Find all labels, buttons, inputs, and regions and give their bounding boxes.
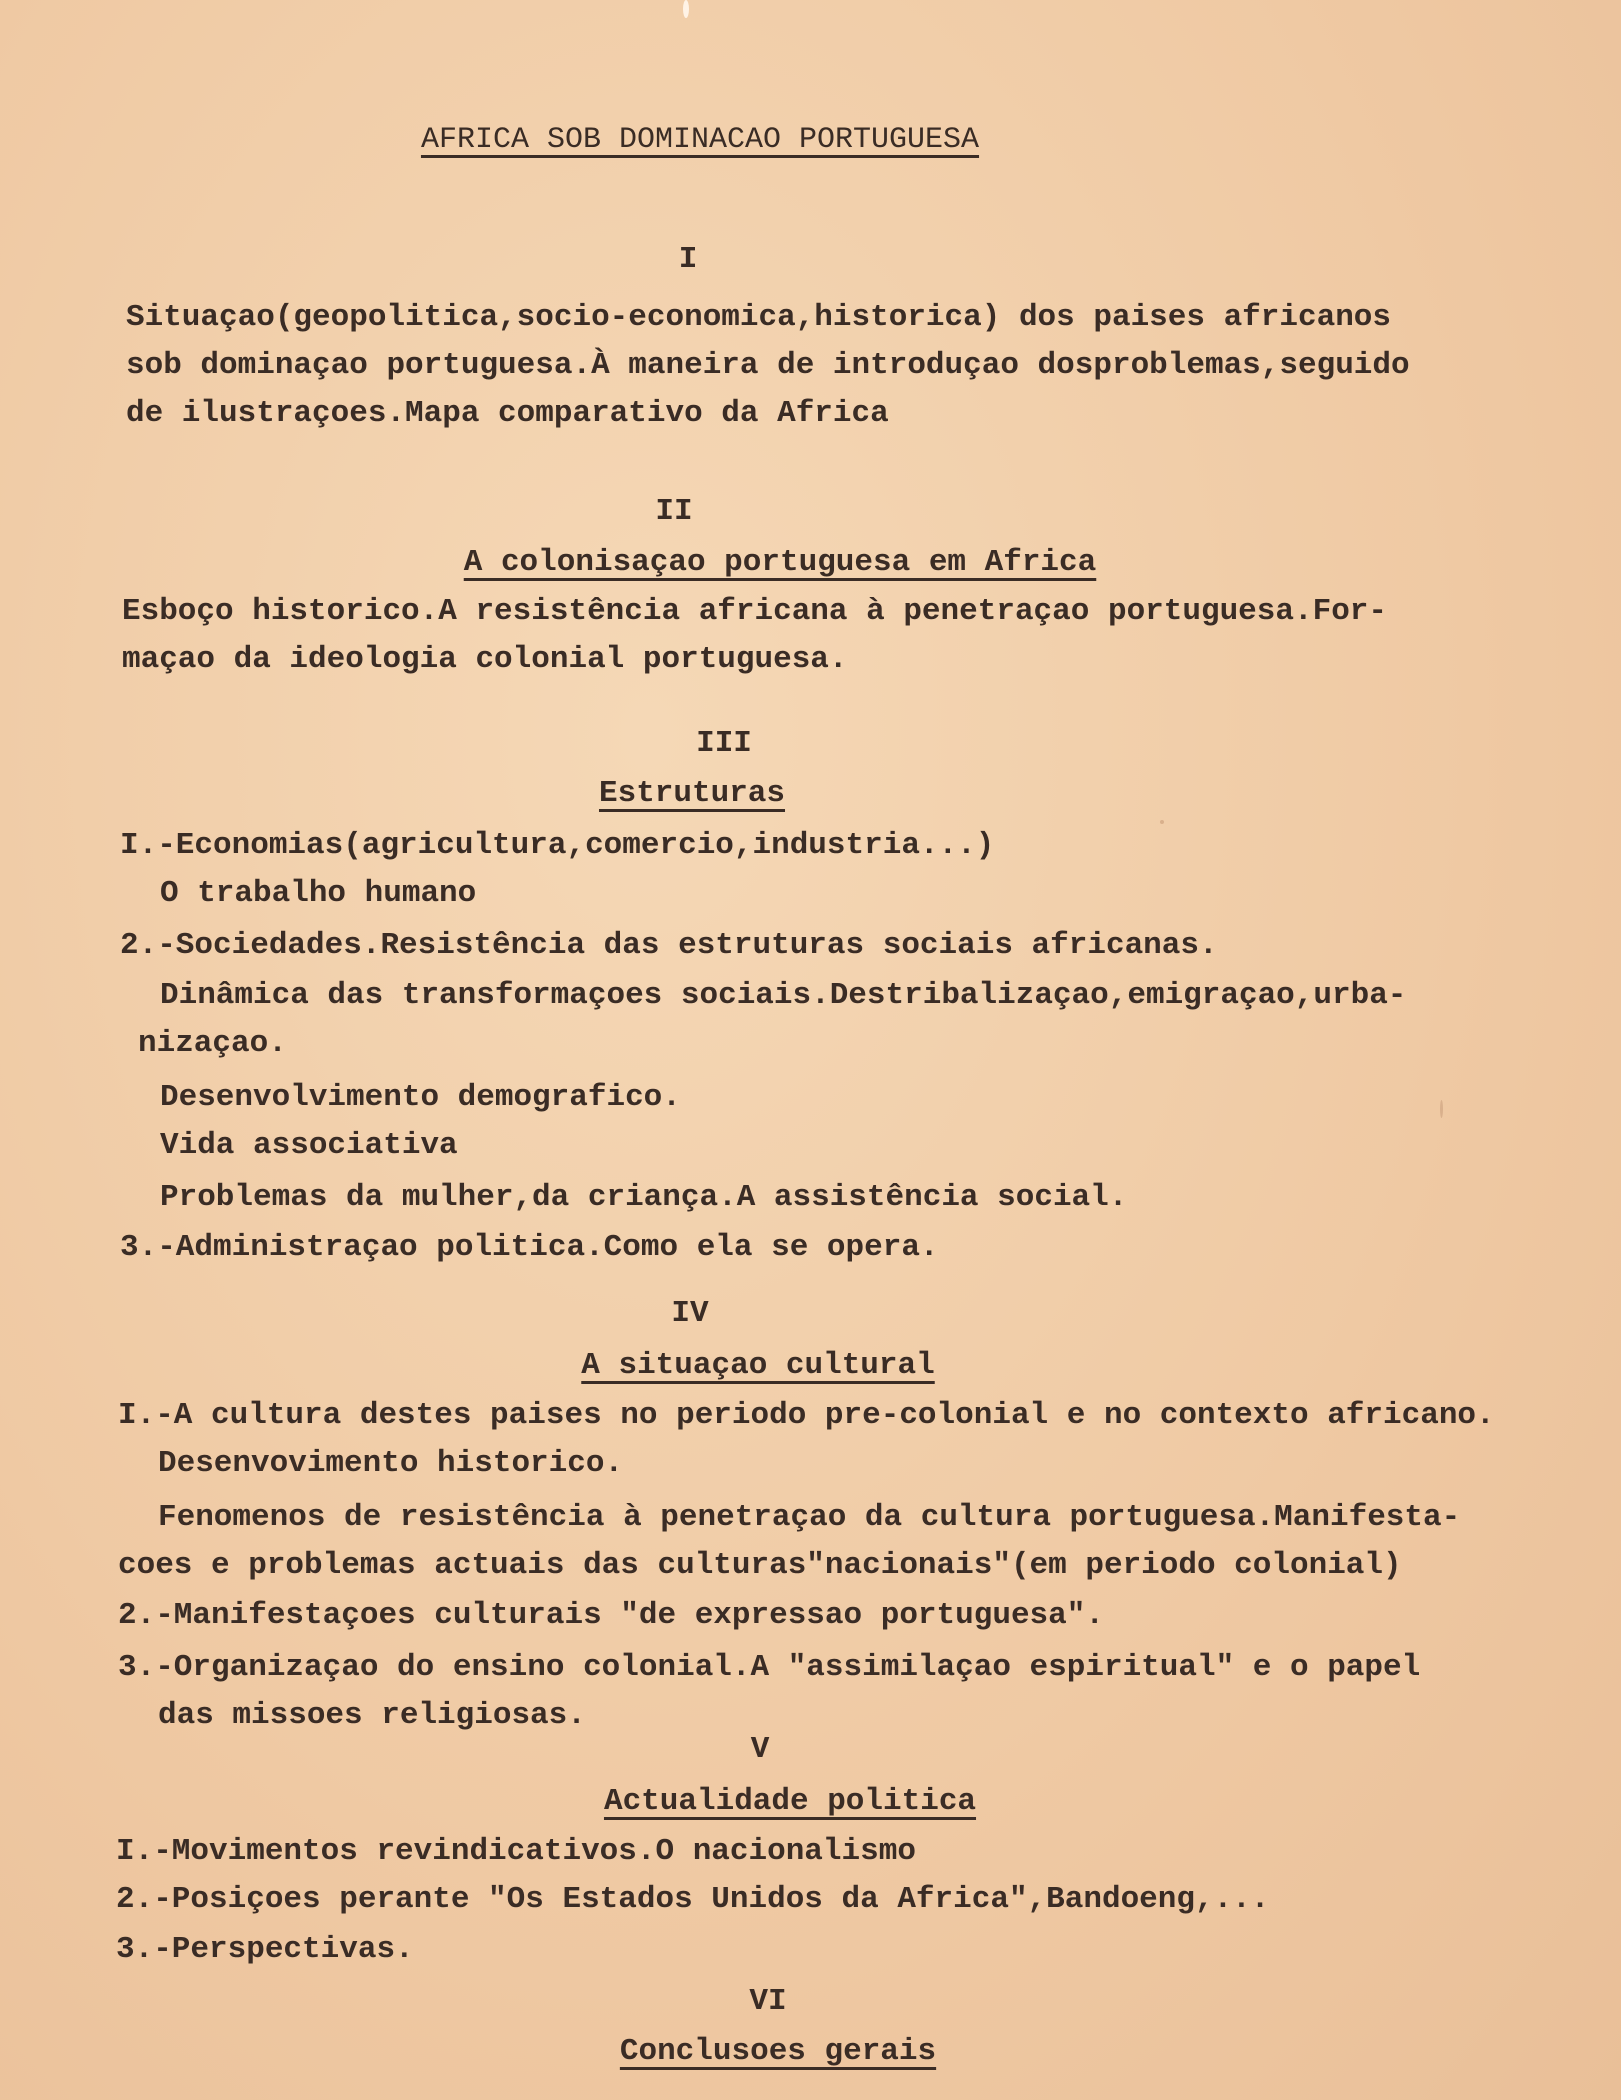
section-iii-line-7: Vida associativa [160, 1128, 458, 1163]
section-iii-line-6: Desenvolvimento demografico. [160, 1080, 681, 1115]
section-iii-line-3: 2.-Sociedades.Resistência das estruturas sociais africanas. [120, 928, 1218, 963]
section-iii-line-1: I.-Economias(agricultura,comercio,industria...) [120, 828, 995, 863]
section-i-line-3: de ilustraçoes.Mapa comparativo da Africa [126, 396, 889, 431]
section-ii-line-1: Esboço historico.A resistência africana à penetraçao portuguesa.For- [122, 594, 1388, 629]
section-iv-line-3: Fenomenos de resistência à penetraçao da cultura portuguesa.Manifesta- [158, 1500, 1461, 1535]
section-i-line-1: Situaçao(geopolitica,socio-economica,historica) dos paises africanos [126, 300, 1392, 335]
section-v-line-1: I.-Movimentos revindicativos.O nacionalismo [116, 1834, 916, 1869]
section-numeral-i: I [678, 242, 698, 277]
section-heading-ii: A colonisaçao portuguesa em Africa [463, 545, 1097, 580]
paper-mark [683, 0, 689, 18]
section-numeral-iii: III [696, 726, 752, 761]
section-numeral-iv: IV [671, 1296, 709, 1331]
section-iv-line-6: 3.-Organizaçao do ensino colonial.A "assimilaçao espiritual" e o papel [118, 1650, 1421, 1685]
section-heading-v: Actualidade politica [603, 1784, 977, 1819]
section-iv-line-4: coes e problemas actuais das culturas"nacionais"(em periodo colonial) [118, 1548, 1402, 1583]
paper-mark [1160, 820, 1164, 824]
section-numeral-vi: VI [749, 1984, 787, 2019]
document-title: AFRICA SOB DOMINACAO PORTUGUESA [420, 123, 980, 157]
section-iii-line-9: 3.-Administraçao politica.Como ela se opera. [120, 1230, 939, 1265]
section-ii-line-2: maçao da ideologia colonial portuguesa. [122, 642, 848, 677]
section-iv-line-7: das missoes religiosas. [158, 1698, 586, 1733]
section-iv-line-1: I.-A cultura destes paises no periodo pre-colonial e no contexto africano. [118, 1398, 1495, 1433]
section-iv-line-2: Desenvovimento historico. [158, 1446, 624, 1481]
section-iii-line-8: Problemas da mulher,da criança.A assistência social. [160, 1180, 1128, 1215]
section-v-line-2: 2.-Posiçoes perante "Os Estados Unidos da Africa",Bandoeng,... [116, 1882, 1270, 1917]
section-numeral-v: V [750, 1732, 770, 1767]
section-iv-line-5: 2.-Manifestaçoes culturais "de expressao portuguesa". [118, 1598, 1104, 1633]
paper-mark [1440, 1100, 1443, 1118]
section-heading-iii: Estruturas [598, 776, 786, 811]
section-i-line-2: sob dominaçao portuguesa.À maneira de introduçao dosproblemas,seguido [126, 348, 1410, 383]
section-iii-line-5: nizaçao. [138, 1026, 287, 1061]
section-heading-iv: A situaçao cultural [581, 1348, 935, 1383]
section-iii-line-4: Dinâmica das transformaçoes sociais.Destribalizaçao,emigraçao,urba- [160, 978, 1407, 1013]
section-heading-vi: Conclusoes gerais [619, 2034, 937, 2069]
section-v-line-3: 3.-Perspectivas. [116, 1932, 414, 1967]
section-numeral-ii: II [655, 494, 693, 529]
section-iii-line-2: O trabalho humano [160, 876, 477, 911]
